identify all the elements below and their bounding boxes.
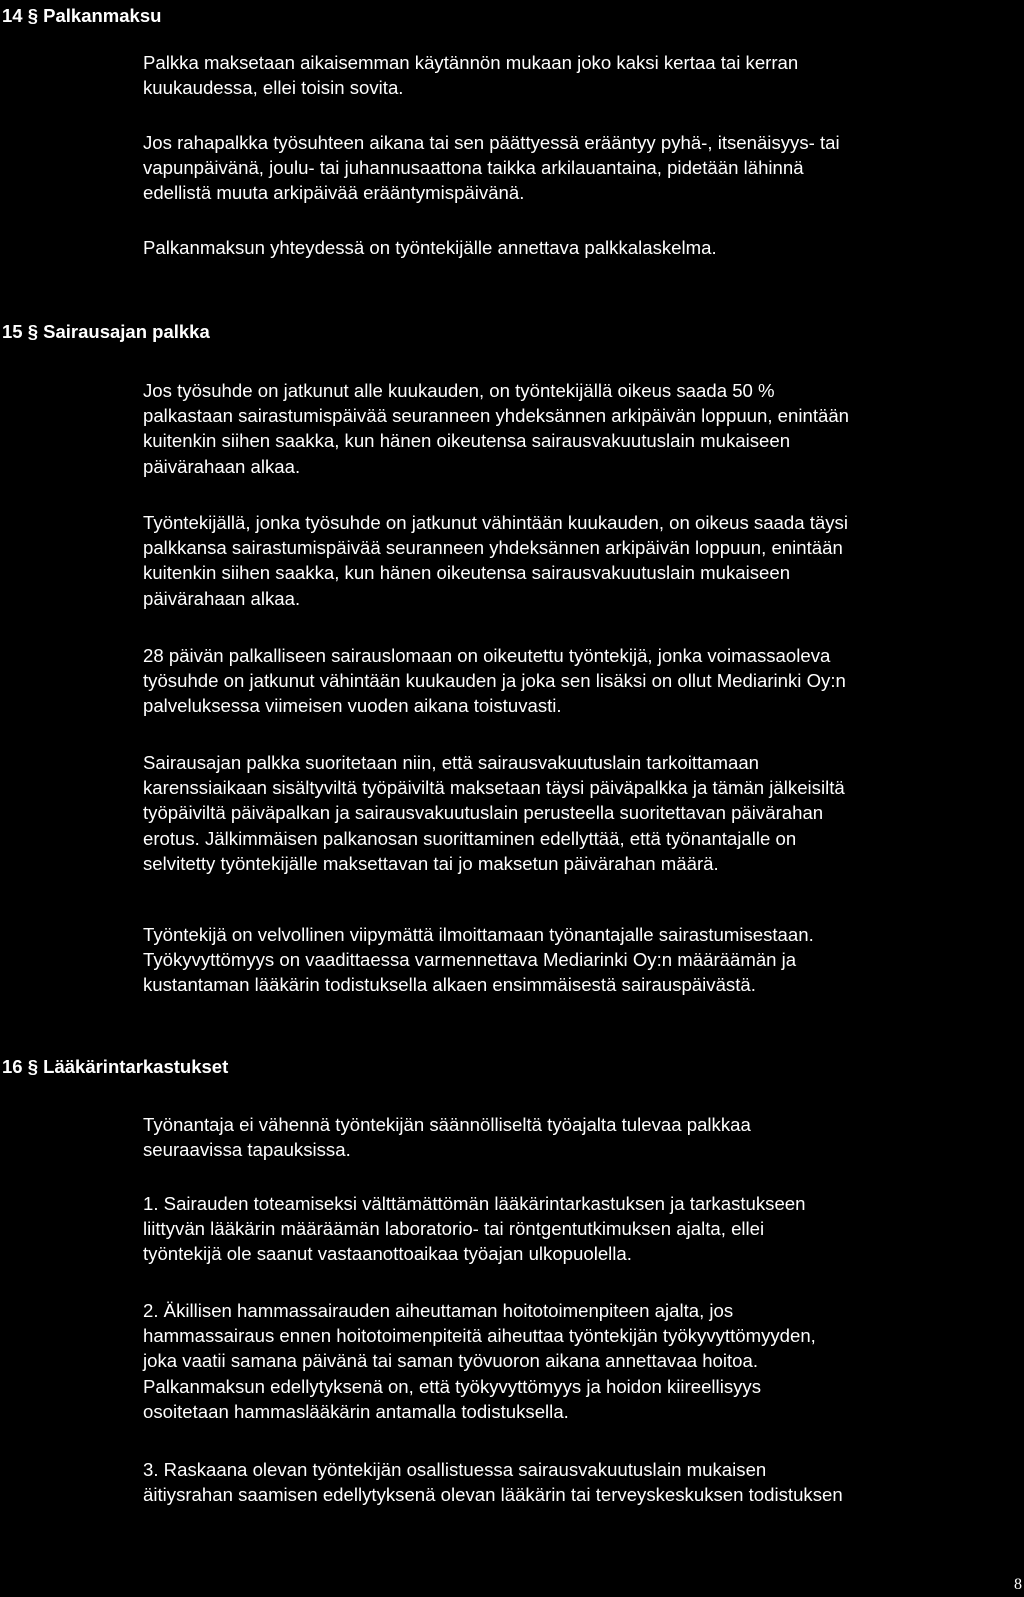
- section-15-paragraph-4: [143, 750, 845, 876]
- text-line: Palkanmaksun edellytyksenä on, että työkyvyttömyys ja hoidon kiireellisyys: [143, 1375, 762, 1397]
- text-line: selvitetty työntekijälle maksettavan tai jo maksetun päivärahan määrä.: [143, 852, 719, 874]
- text-line: Palkka maksetaan aikaisemman käytännön mukaan joko kaksi kertaa tai kerran: [143, 52, 799, 73]
- text-line: palveluksessa viimeisen vuoden aikana toistuvasti.: [143, 695, 562, 717]
- text-line: hammassairaus ennen hoitotoimenpiteitä aiheuttaa työntekijän työkyvyttömyyden,: [143, 1325, 816, 1347]
- text-line: päivärahaan alkaa.: [143, 455, 301, 477]
- section-15-paragraph-2: [143, 510, 848, 611]
- text-line: joka vaatii samana päivänä tai saman työvuoron aikana annettavaa hoitoa.: [143, 1350, 759, 1372]
- section-15-paragraph-3: [143, 643, 846, 719]
- text-line: Sairausajan palkka suoritetaan niin, että sairausvakuutuslain tarkoittamaan: [143, 752, 760, 773]
- section-15-paragraph-5: [143, 922, 814, 998]
- text-line: palkkansa sairastumispäivää seuranneen yhdeksännen arkipäivän loppuun, enintään: [143, 537, 843, 559]
- text-line: työntekijä ole saanut vastaanottoaikaa työajan ulkopuolella.: [143, 1243, 632, 1265]
- section-15-heading: 15 § Sairausajan palkka: [2, 321, 210, 342]
- text-line: osoitetaan hammaslääkärin antamalla todistuksella.: [143, 1400, 569, 1422]
- text-line: työsuhde on jatkunut vähintään kuukauden ja joka sen lisäksi on ollut Mediarinki Oy:n: [143, 670, 846, 692]
- text-line: Työntekijä on velvollinen viipymättä ilmoittamaan työnantajalle sairastumisestaan.: [143, 924, 814, 945]
- section-16-item-1: [143, 1191, 805, 1267]
- text-line: 1. Sairauden toteamiseksi välttämättömän lääkärintarkastuksen ja tarkastukseen: [143, 1193, 806, 1214]
- text-line: kuukaudessa, ellei toisin sovita.: [143, 77, 404, 99]
- text-line: seuraavissa tapauksissa.: [143, 1139, 351, 1161]
- text-line: Jos rahapalkka työsuhteen aikana tai sen päättyessä erääntyy pyhä-, itsenäisyys- tai: [143, 132, 840, 153]
- text-line: karenssiaikaan sisältyviltä työpäiviltä maksetaan täysi päiväpalkka ja tämän jälkeisiltä: [143, 777, 845, 799]
- section-16-item-2: [143, 1298, 816, 1424]
- section-14-paragraph-1: [143, 50, 798, 100]
- text-line: työpäiviltä päiväpalkan ja sairausvakuutuslain perusteella suoritettavan päivärahan: [143, 802, 824, 824]
- text-line: Jos työsuhde on jatkunut alle kuukauden, on työntekijällä oikeus saada 50 %: [143, 380, 775, 401]
- section-14-paragraph-3: [143, 235, 717, 260]
- text-line: liittyvän lääkärin määräämän laboratorio- tai röntgentutkimuksen ajalta, ellei: [143, 1218, 765, 1240]
- text-line: äitiysrahan saamisen edellytyksenä olevan lääkärin tai terveyskeskuksen todistuksen: [143, 1484, 843, 1506]
- text-line: kuitenkin siihen saakka, kun hänen oikeutensa sairausvakuutuslain mukaiseen: [143, 562, 791, 584]
- text-line: vapunpäivänä, joulu- tai juhannusaattona taikka arkilauantaina, pidetään lähinnä: [143, 157, 804, 179]
- text-line: 3. Raskaana olevan työntekijän osallistuessa sairausvakuutuslain mukaisen: [143, 1459, 767, 1480]
- text-line: Työkyvyttömyys on vaadittaessa varmennettava Mediarinki Oy:n määräämän ja: [143, 949, 797, 971]
- text-line: 28 päivän palkalliseen sairauslomaan on oikeutettu työntekijä, jonka voimassaoleva: [143, 645, 831, 666]
- page-number: 8: [1014, 1576, 1022, 1593]
- section-14-heading: 14 § Palkanmaksu: [2, 5, 162, 26]
- text-line: päivärahaan alkaa.: [143, 587, 301, 609]
- text-line: edellistä muuta arkipäivää erääntymispäivänä.: [143, 182, 525, 204]
- text-line: Työntekijällä, jonka työsuhde on jatkunut vähintään kuukauden, on oikeus saada täysi: [143, 512, 848, 533]
- text-line: 2. Äkillisen hammassairauden aiheuttaman hoitotoimenpiteen ajalta, jos: [143, 1300, 734, 1321]
- text-line: kuitenkin siihen saakka, kun hänen oikeutensa sairausvakuutuslain mukaiseen: [143, 430, 791, 452]
- section-16-heading: 16 § Lääkärintarkastukset: [2, 1056, 229, 1077]
- section-14-paragraph-2: [143, 130, 840, 206]
- text-line: Työnantaja ei vähennä työntekijän säännölliseltä työajalta tulevaa palkkaa: [143, 1114, 751, 1135]
- section-16-item-3: [143, 1457, 843, 1507]
- text-line: kustantaman lääkärin todistuksella alkaen ensimmäisestä sairauspäivästä.: [143, 974, 756, 996]
- text-line: palkastaan sairastumispäivää seuranneen yhdeksännen arkipäivän loppuun, enintään: [143, 405, 850, 427]
- text-line: Palkanmaksun yhteydessä on työntekijälle annettava palkkalaskelma.: [143, 237, 717, 258]
- section-16-paragraph-1: [143, 1112, 751, 1162]
- text-line: erotus. Jälkimmäisen palkanosan suorittaminen edellyttää, että työnantajalle on: [143, 827, 797, 849]
- section-15-paragraph-1: [143, 378, 849, 479]
